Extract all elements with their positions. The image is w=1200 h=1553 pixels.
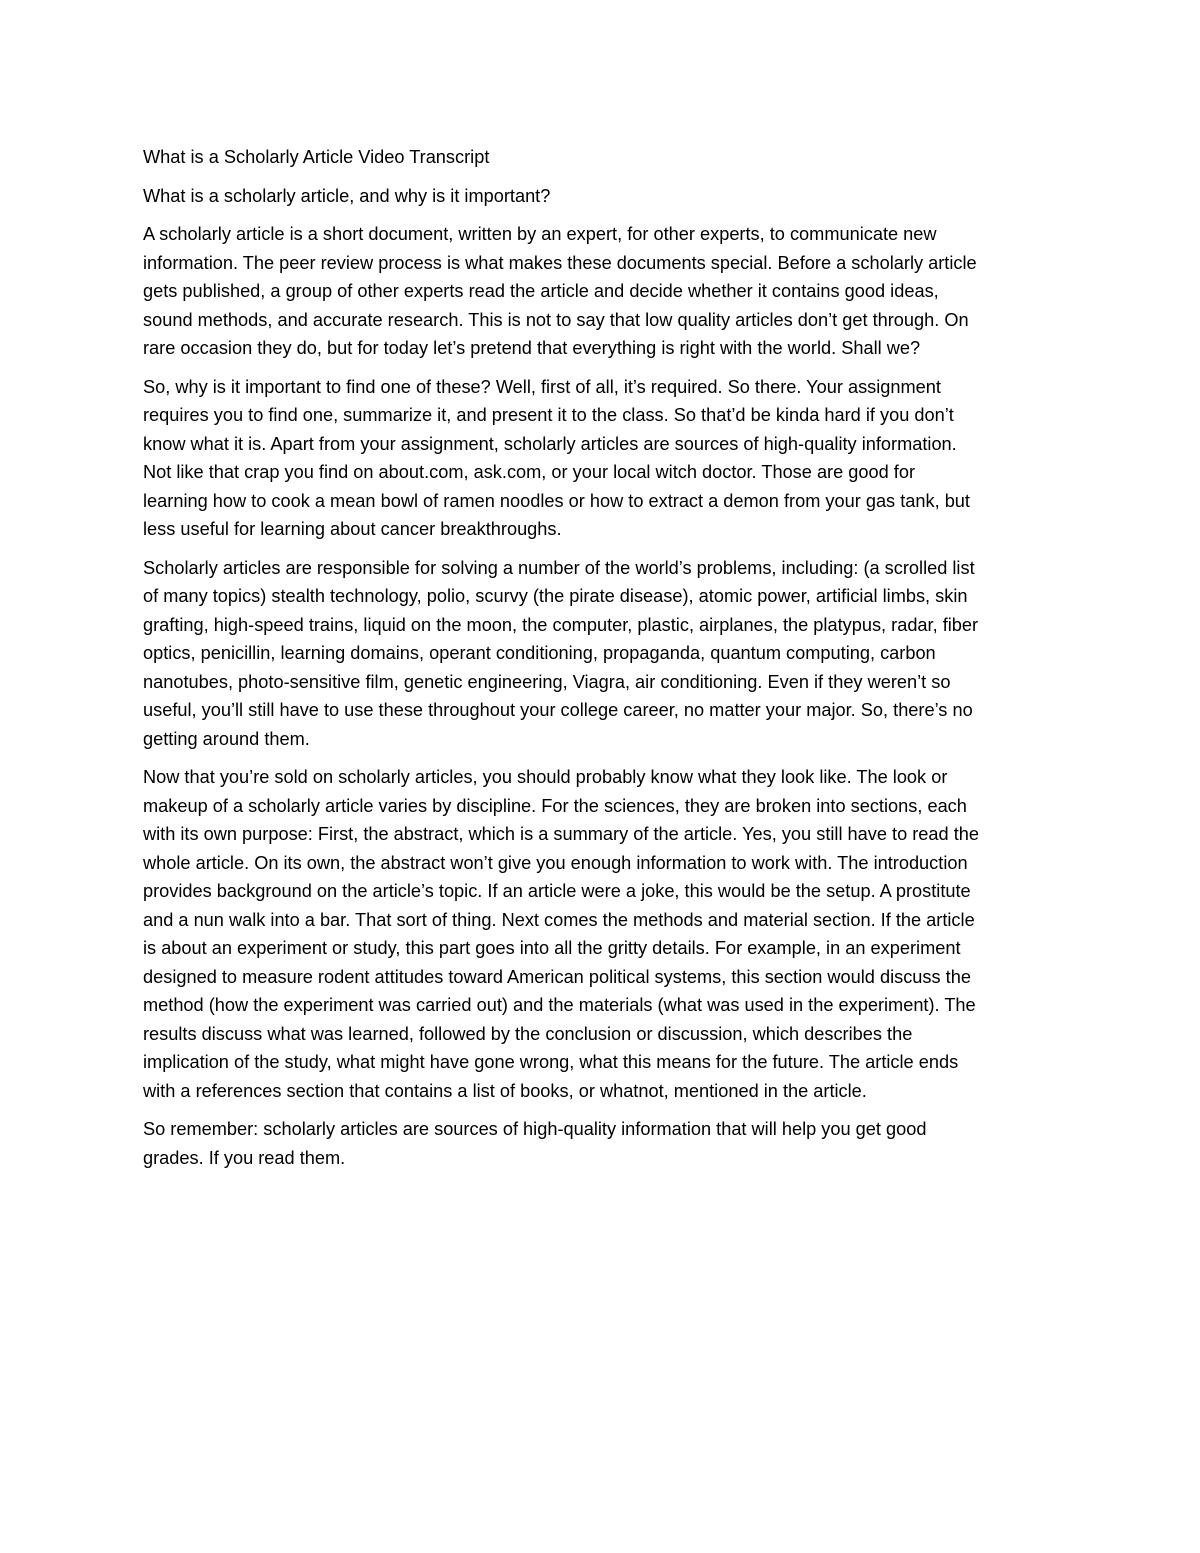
paragraph-line: optics, penicillin, learning domains, operant conditioning, propaganda, quantum computing, carbon <box>143 643 936 663</box>
paragraph-structure <box>143 763 1058 1105</box>
paragraph-line: useful, you’ll still have to use these throughout your college career, no matter your major. So, there’s no <box>143 700 973 720</box>
paragraph-line: So, why is it important to find one of these? Well, first of all, it’s required. So there. Your assignment <box>143 376 941 397</box>
paragraph-line: provides background on the article’s topic. If an article were a joke, this would be the setup. A prostitute <box>143 881 971 901</box>
paragraph-line: implication of the study, what might have gone wrong, what this means for the future. The article ends <box>143 1052 959 1072</box>
paragraph-definition <box>143 220 1058 363</box>
paragraph-line: gets published, a group of other experts read the article and decide whether it contains good ideas, <box>143 281 939 301</box>
paragraph-line: rare occasion they do, but for today let’s pretend that everything is right with the world. Shall we? <box>143 338 921 358</box>
paragraph-line: So remember: scholarly articles are sources of high-quality information that will help you get good <box>143 1119 927 1139</box>
paragraph-line: designed to measure rodent attitudes toward American political systems, this section would discuss the <box>143 966 971 987</box>
paragraph-line: What is a scholarly article, and why is it important? <box>143 185 551 206</box>
paragraph-line: information. The peer review process is what makes these documents special. Before a scholarly article <box>143 252 977 273</box>
paragraph-line: grafting, high-speed trains, liquid on the moon, the computer, plastic, airplanes, the platypus, radar, fiber <box>143 614 979 635</box>
paragraph-line: Not like that crap you find on about.com, ask.com, or your local witch doctor. Those are good for <box>143 462 916 482</box>
paragraph-line: is about an experiment or study, this part goes into all the gritty details. For example, in an experiment <box>143 938 961 958</box>
paragraph-line: makeup of a scholarly article varies by discipline. For the sciences, they are broken into sections, each <box>143 795 967 816</box>
paragraph-line: getting around them. <box>143 728 310 749</box>
paragraph-line: with its own purpose: First, the abstract, which is a summary of the article. Yes, you still have to read the <box>143 824 979 844</box>
paragraph-question <box>143 182 1058 211</box>
paragraph-line: requires you to find one, summarize it, and present it to the class. So that’d be kinda hard if you don’t <box>143 405 954 425</box>
paragraph-importance <box>143 373 1058 544</box>
paragraph-line: nanotubes, photo-sensitive film, genetic engineering, Viagra, air conditioning. Even if they weren’t so <box>143 671 951 692</box>
paragraph-conclusion <box>143 1115 1058 1172</box>
paragraph-line: with a references section that contains a list of books, or whatnot, mentioned in the article. <box>143 1080 867 1101</box>
paragraph-line: A scholarly article is a short document, written by an expert, for other experts, to communicate new <box>143 224 937 244</box>
paragraph-line: Now that you’re sold on scholarly articles, you should probably know what they look like. The look or <box>143 767 948 787</box>
document-body <box>143 143 1058 1182</box>
paragraph-line: grades. If you read them. <box>143 1147 346 1168</box>
paragraph-world-problems <box>143 554 1058 754</box>
paragraph-line: of many topics) stealth technology, polio, scurvy (the pirate disease), atomic power, artificial limbs, skin <box>143 586 968 606</box>
paragraph-line: method (how the experiment was carried out) and the materials (what was used in the experiment). The <box>143 995 976 1015</box>
document-title <box>143 143 1058 172</box>
paragraph-line: results discuss what was learned, followed by the conclusion or discussion, which describes the <box>143 1023 913 1044</box>
paragraph-line: sound methods, and accurate research. This is not to say that low quality articles don’t get through. On <box>143 309 969 330</box>
paragraph-line: and a nun walk into a bar. That sort of thing. Next comes the methods and material section. If the article <box>143 909 975 930</box>
paragraph-line: learning how to cook a mean bowl of ramen noodles or how to extract a demon from your gas tank, but <box>143 490 970 511</box>
paragraph-line: know what it is. Apart from your assignment, scholarly articles are sources of high-quality information. <box>143 433 957 454</box>
paragraph-line: whole article. On its own, the abstract won’t give you enough information to work with. The introduction <box>143 852 968 873</box>
paragraph-line: less useful for learning about cancer breakthroughs. <box>143 519 562 539</box>
title-line: What is a Scholarly Article Video Transcript <box>143 147 490 167</box>
paragraph-line: Scholarly articles are responsible for solving a number of the world’s problems, including: (a scrolled list <box>143 557 975 578</box>
